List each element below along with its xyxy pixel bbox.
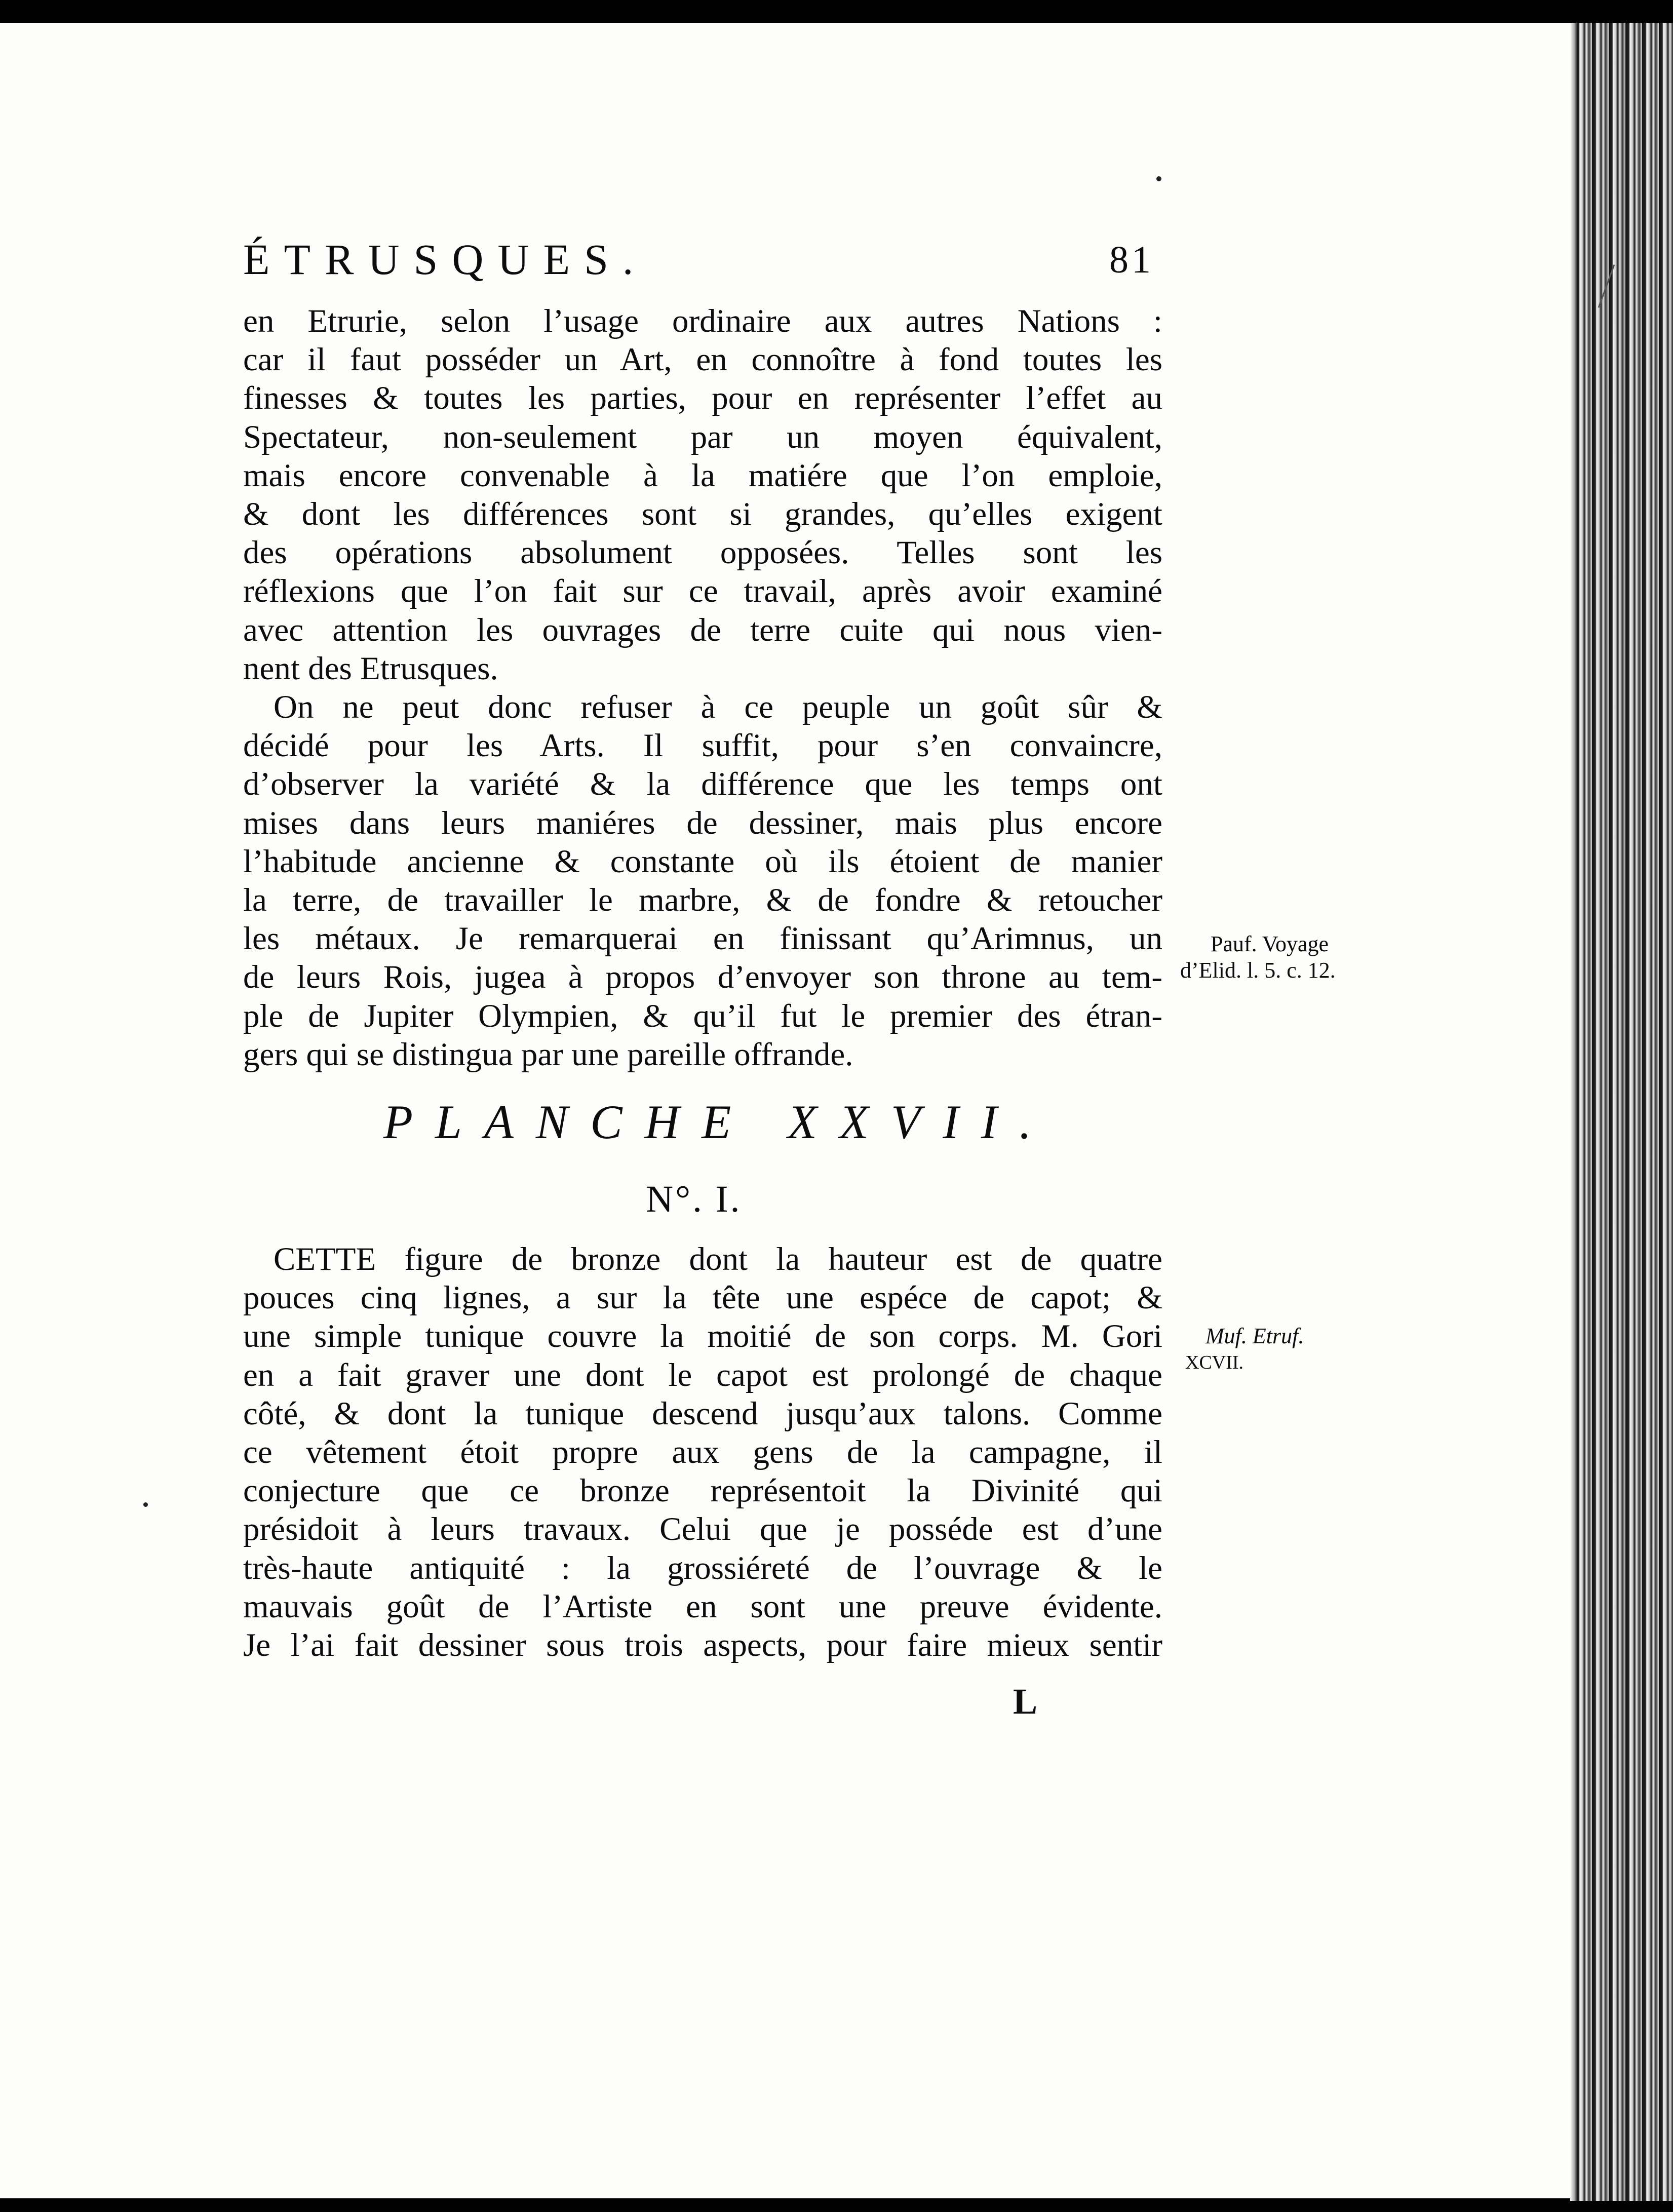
paragraph-3 bbox=[243, 1240, 1162, 1664]
text-line: très-haute antiquité : la grossiéreté de l’ouvrage & le bbox=[243, 1549, 1162, 1586]
text-line: décidé pour les Arts. Il suffit, pour s’en convaincre, bbox=[243, 727, 1162, 764]
text-line: côté, & dont la tunique descend jusqu’aux talons. Comme bbox=[243, 1395, 1162, 1432]
text-line: & dont les différences sont si grandes, qu’elles exigent bbox=[243, 495, 1162, 532]
text-line: présidoit à leurs travaux. Celui que je posséde est d’une bbox=[243, 1511, 1162, 1548]
text-line: les métaux. Je remarquerai en finissant qu’Arimnus, un bbox=[243, 920, 1162, 957]
margin-note-line: Pauf. Voyage bbox=[1211, 932, 1329, 956]
text-line: une simple tunique couvre la moitié de son corps. M. Gori bbox=[243, 1318, 1162, 1355]
text-line: nent des Etrusques. bbox=[243, 650, 498, 687]
plate-title: PLANCHE XXVII. bbox=[383, 1095, 1054, 1149]
text-line: ce vêtement étoit propre aux gens de la campagne, il bbox=[243, 1433, 1162, 1470]
paragraph-1 bbox=[243, 302, 1162, 688]
text-line: l’habitude ancienne & constante où ils étoient de manier bbox=[243, 843, 1162, 880]
text-line: d’observer la variété & la différence que les temps ont bbox=[243, 766, 1162, 803]
text-line: en Etrurie, selon l’usage ordinaire aux autres Nations : bbox=[243, 303, 1162, 339]
margin-note-pausanias bbox=[1180, 931, 1336, 984]
text-line: Spectateur, non-seulement par un moyen équivalent, bbox=[243, 418, 1162, 455]
text-line: pouces cinq lignes, a sur la tête une espéce de capot; & bbox=[243, 1279, 1162, 1316]
text-line: avec attention les ouvrages de terre cuite qui nous vien- bbox=[243, 611, 1162, 648]
catchword: L bbox=[1013, 1681, 1038, 1722]
ink-speck bbox=[1156, 176, 1161, 181]
paragraph-2 bbox=[243, 688, 1162, 1074]
text-line: conjecture que ce bronze représentoit la Divinité qui bbox=[243, 1472, 1162, 1509]
text-line: réflexions que l’on fait sur ce travail, après avoir examiné bbox=[243, 573, 1162, 610]
text-line: des opérations absolument opposées. Telles sont les bbox=[243, 534, 1162, 571]
page-number: 81 bbox=[1109, 239, 1154, 281]
text-line: de leurs Rois, jugea à propos d’envoyer son throne au tem- bbox=[243, 959, 1162, 996]
text-line: en a fait graver une dont le capot est prolongé de chaque bbox=[243, 1356, 1162, 1393]
page-edge-shadow bbox=[1570, 23, 1577, 2201]
text-line: mais encore convenable à la matiére que l’on emploie, bbox=[243, 457, 1162, 494]
text-line: car il faut posséder un Art, en connoître à fond toutes les bbox=[243, 341, 1162, 378]
book-gutter bbox=[1575, 23, 1673, 2201]
plate-number: N°. I. bbox=[646, 1178, 742, 1220]
running-head: ÉTRUSQUES. bbox=[243, 235, 648, 284]
margin-note-line: Muf. Etruf. bbox=[1205, 1324, 1304, 1348]
margin-note-line: d’Elid. l. 5. c. 12. bbox=[1180, 958, 1336, 983]
text-line: gers qui se distingua par une pareille offrande. bbox=[243, 1036, 853, 1073]
ink-speck bbox=[143, 1502, 148, 1507]
text-line: mauvais goût de l’Artiste en sont une preuve évidente. bbox=[243, 1588, 1162, 1625]
text-line: Je l’ai fait dessiner sous trois aspects, pour faire mieux sentir bbox=[243, 1626, 1162, 1663]
text-line: finesses & toutes les parties, pour en représenter l’effet au bbox=[243, 380, 1162, 417]
margin-note-museum bbox=[1185, 1323, 1304, 1376]
text-line: On ne peut donc refuser à ce peuple un goût sûr & bbox=[274, 689, 1162, 725]
text-line: CETTE figure de bronze dont la hauteur est de quatre bbox=[274, 1241, 1162, 1277]
margin-note-line: XCVII. bbox=[1185, 1352, 1244, 1373]
text-line: mises dans leurs maniéres de dessiner, mais plus encore bbox=[243, 804, 1162, 841]
text-line: ple de Jupiter Olympien, & qu’il fut le premier des étran- bbox=[243, 997, 1162, 1034]
text-line: la terre, de travailler le marbre, & de fondre & retoucher bbox=[243, 881, 1162, 918]
